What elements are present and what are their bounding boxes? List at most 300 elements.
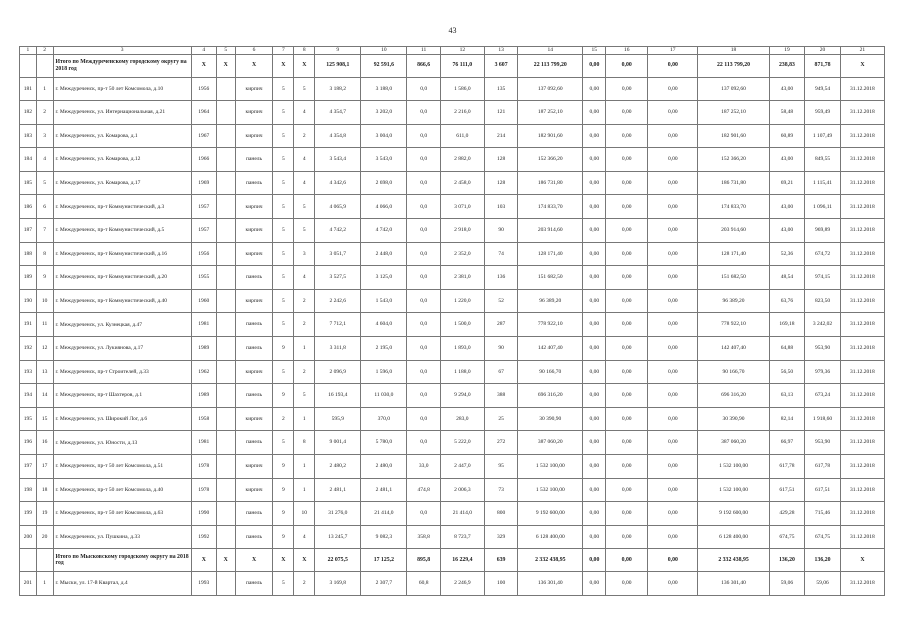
table-cell: 4 [294,266,315,290]
table-cell: 3 [36,124,53,148]
table-cell: 31.12.2018 [840,124,884,148]
table-cell: 0,00 [648,572,698,596]
table-cell: 152 366,20 [698,148,769,172]
table-cell: 2 [273,407,294,431]
table-cell: 19 [36,502,53,526]
table-cell: 617,78 [805,455,841,479]
table-cell: 617,51 [769,478,805,502]
table-cell: 2 698,0 [361,171,407,195]
table-cell: 2 195,0 [361,337,407,361]
table-cell: 2 242,6 [315,289,361,313]
table-cell: 31.12.2018 [840,195,884,219]
table-cell: 0,0 [407,219,441,243]
table-cell: 0,00 [648,407,698,431]
table-cell: 0,00 [606,313,648,337]
table-cell: 2 481,1 [361,478,407,502]
table-cell: 196 [20,431,37,455]
table-cell: 74 [484,242,518,266]
table-cell: 871,78 [805,54,841,77]
table-cell: 0,00 [648,549,698,572]
table-cell: 11 030,0 [361,384,407,408]
table-cell: 4 [294,171,315,195]
table-cell: 3 543,4 [315,148,361,172]
table-cell: 3 527,5 [315,266,361,290]
table-cell: X [294,549,315,572]
table-cell: панель [235,313,273,337]
table-cell: 0,0 [407,195,441,219]
address-cell: г. Междуреченск, ул. Комарова, д.17 [53,171,191,195]
table-cell: X [216,54,235,77]
table-cell [216,195,235,219]
table-cell: 31.12.2018 [840,431,884,455]
table-cell: 137 092,60 [698,77,769,101]
address-cell: г. Междуреченск, пр-т 50 лет Комсомола, д.10 [53,77,191,101]
table-cell: 0,00 [648,289,698,313]
total-label: Итого по Мысковскому городскому округу на 2018 год [53,549,191,572]
table-cell: 8 [294,431,315,455]
table-cell [216,572,235,596]
table-cell: 52 [484,289,518,313]
table-cell: 96 389,20 [518,289,583,313]
address-cell: г. Междуреченск, ул. Интернациональная, д.21 [53,101,191,125]
table-row [20,313,885,337]
table-cell: 0,0 [407,431,441,455]
table-cell: 0,00 [648,124,698,148]
table-cell [216,384,235,408]
table-cell [216,525,235,549]
table-cell: 189 [20,266,37,290]
table-cell: 0,00 [583,54,606,77]
table-cell: 2 481,1 [315,478,361,502]
table-cell: 10 [294,502,315,526]
table-cell: кирпич [235,195,273,219]
table-cell: X [235,549,273,572]
table-cell: 0,0 [407,502,441,526]
table-cell: 1 188,0 [440,360,484,384]
table-cell: 31.12.2018 [840,266,884,290]
table-cell: 0,00 [583,266,606,290]
table-cell: 0,00 [648,502,698,526]
table-cell: 200 [20,525,37,549]
table-cell: 6 [36,195,53,219]
table-cell: 73 [484,478,518,502]
table-cell: 0,00 [606,525,648,549]
table-cell: 0,00 [606,455,648,479]
table-cell: 2 352,0 [440,242,484,266]
column-header: 12 [440,47,484,55]
table-cell: 0,00 [606,195,648,219]
table-cell [216,148,235,172]
table-cell: 9 [273,384,294,408]
table-cell: 5 [273,124,294,148]
table-cell: 17 [36,455,53,479]
table-cell [36,549,53,572]
table-cell: 5 [273,101,294,125]
table-cell: 1960 [191,289,216,313]
table-cell: 0,00 [648,360,698,384]
table-cell: 1955 [191,266,216,290]
table-cell: 203 914,60 [698,219,769,243]
table-cell: 1962 [191,360,216,384]
table-cell: 5 [273,195,294,219]
table-cell: 8 [36,242,53,266]
table-cell: 0,00 [606,572,648,596]
table-cell: 3 607 [484,54,518,77]
table-cell: 5 [273,242,294,266]
table-cell: 0,00 [583,384,606,408]
table-cell [216,77,235,101]
table-cell: 2 [294,572,315,596]
table-cell: 7 712,1 [315,313,361,337]
table-cell: 358,8 [407,525,441,549]
table-cell: 1 [294,337,315,361]
table-cell: 9 [273,525,294,549]
table-cell: 0,0 [407,337,441,361]
table-cell: 0,00 [606,337,648,361]
table-row [20,242,885,266]
table-cell: 197 [20,455,37,479]
table-cell: 0,00 [648,171,698,195]
table-cell: панель [235,337,273,361]
table-cell: 5 [294,384,315,408]
table-cell: 43,00 [769,148,805,172]
address-cell: г. Междуреченск, пр-т 50 лет Комсомола, д.63 [53,502,191,526]
table-cell: 76 111,0 [440,54,484,77]
table-cell: 1 586,0 [440,77,484,101]
table-cell: 0,0 [407,148,441,172]
table-cell: 4 354,8 [315,124,361,148]
column-header: 15 [583,47,606,55]
table-cell: 1957 [191,195,216,219]
table-cell: 169,18 [769,313,805,337]
table-cell: 1978 [191,478,216,502]
column-header: 4 [191,47,216,55]
table-cell: 0,00 [583,148,606,172]
table-cell: 2 [36,101,53,125]
table-row [20,407,885,431]
table-cell: 2 [294,313,315,337]
table-cell: 0,00 [583,502,606,526]
table-cell: 186 731,80 [518,171,583,195]
table-cell: 4 [294,525,315,549]
table-cell: 0,00 [606,242,648,266]
table-cell: 639 [484,549,518,572]
table-cell: 193 [20,360,37,384]
table-cell: 0,00 [583,101,606,125]
table-cell: 1 [36,77,53,101]
table-cell: X [191,54,216,77]
table-cell: 1 [294,478,315,502]
table-cell: 1956 [191,242,216,266]
table-cell: 63,13 [769,384,805,408]
table-cell: 2 458,0 [440,171,484,195]
table-cell: 64,88 [769,337,805,361]
table-row [20,171,885,195]
address-cell: г. Междуреченск, пр-т Строителей, д.33 [53,360,191,384]
table-cell: 611,0 [440,124,484,148]
table-cell: 0,00 [583,549,606,572]
table-cell: 128 171,40 [518,242,583,266]
table-cell: 0,00 [606,101,648,125]
table-cell: 949,54 [805,77,841,101]
table-cell [216,407,235,431]
table-cell: 95 [484,455,518,479]
table-cell: 388 [484,384,518,408]
table-row [20,289,885,313]
table-cell: 5 [273,148,294,172]
table-cell: 31.12.2018 [840,171,884,195]
table-cell: 121 [484,101,518,125]
table-cell: 1 532 100,00 [698,478,769,502]
table-cell: 9 [273,502,294,526]
table-cell [216,219,235,243]
table-cell: 5 222,0 [440,431,484,455]
table-cell: 387 060,20 [698,431,769,455]
table-cell: 182 901,60 [518,124,583,148]
table-cell: 187 [20,219,37,243]
table-row [20,525,885,549]
table-cell: 63,76 [769,289,805,313]
table-cell: 136,20 [769,549,805,572]
table-cell: 20 [36,525,53,549]
table-cell: 3 202,0 [361,101,407,125]
table-cell: 90 166,70 [698,360,769,384]
table-cell: 0,00 [583,525,606,549]
table-cell: 59,06 [769,572,805,596]
table-cell: 0,00 [583,337,606,361]
table-cell [216,337,235,361]
table-cell: 974,15 [805,266,841,290]
table-row [20,384,885,408]
table-cell: 0,00 [606,431,648,455]
address-cell: г. Мыски, ул. 17-й Квартал, д.4 [53,572,191,596]
table-cell: 0,00 [648,242,698,266]
table-cell: 0,00 [648,478,698,502]
table-cell: 0,00 [648,384,698,408]
table-cell: 152 366,20 [518,148,583,172]
table-cell: 4 742,2 [315,219,361,243]
table-cell: 183 [20,124,37,148]
address-cell: г. Междуреченск, пр-т Коммунистический, д.5 [53,219,191,243]
table-cell: 778 922,10 [518,313,583,337]
table-cell: 96 389,20 [698,289,769,313]
table-cell: 823,50 [805,289,841,313]
table-cell: 1 [294,455,315,479]
total-label: Итого по Междуреченскому городскому округу на 2018 год [53,54,191,77]
table-cell: 192 [20,337,37,361]
address-cell: г. Междуреченск, пр-т Коммунистический, д.3 [53,195,191,219]
table-cell: 0,0 [407,124,441,148]
table-cell: 182 [20,101,37,125]
address-cell: г. Междуреченск, ул. Комарова, д.1 [53,124,191,148]
column-header: 10 [361,47,407,55]
table-cell: 142 407,40 [518,337,583,361]
table-cell: 0,0 [407,289,441,313]
column-number-row [20,47,885,55]
table-cell: 1 893,0 [440,337,484,361]
address-cell: г. Междуреченск, ул. Пушкина, д.33 [53,525,191,549]
table-cell: 43,00 [769,219,805,243]
table-cell: 5 [273,219,294,243]
table-cell: 60,89 [769,124,805,148]
table-cell: 14 [36,384,53,408]
table-cell [216,242,235,266]
column-header: 8 [294,47,315,55]
table-cell: 190 [20,289,37,313]
table-cell: 31.12.2018 [840,289,884,313]
table-cell: 92 591,6 [361,54,407,77]
table-cell: 33,0 [407,455,441,479]
table-cell: 0,00 [583,313,606,337]
table-cell: 674,72 [805,242,841,266]
table-cell: 2 332 438,95 [698,549,769,572]
table-cell: 370,0 [361,407,407,431]
table-row [20,431,885,455]
table-cell: 2 381,0 [440,266,484,290]
table-cell: кирпич [235,219,273,243]
table-cell: 18 [36,478,53,502]
table-cell [216,360,235,384]
table-cell: 214 [484,124,518,148]
table-cell: 21 414,0 [440,502,484,526]
table-cell: 0,0 [407,313,441,337]
table-cell: 979,36 [805,360,841,384]
table-cell: 0,0 [407,360,441,384]
table-cell: 31.12.2018 [840,313,884,337]
table-cell: панель [235,171,273,195]
table-cell: 3 543,0 [361,148,407,172]
table-cell: 0,00 [606,54,648,77]
table-cell [216,101,235,125]
table-cell: 31.12.2018 [840,337,884,361]
table-cell: 0,00 [583,289,606,313]
table-cell: 2 332 438,95 [518,549,583,572]
table-cell: 3 125,0 [361,266,407,290]
table-cell: 4 065,9 [315,195,361,219]
table-cell: 0,00 [606,384,648,408]
table-cell: 0,00 [648,455,698,479]
table-cell: 5 [273,171,294,195]
table-cell: 43,00 [769,77,805,101]
table-cell: 5 [273,360,294,384]
table-cell [216,455,235,479]
address-cell: г. Междуреченск, ул. Юности, д.13 [53,431,191,455]
table-cell: 0,00 [648,337,698,361]
table-row [20,337,885,361]
table-cell: 136 301,40 [698,572,769,596]
address-cell: г. Междуреченск, пр-т Коммунистический, д.40 [53,289,191,313]
table-cell: 5 [273,77,294,101]
table-cell: 1 918,60 [805,407,841,431]
table-cell: панель [235,384,273,408]
table-cell [216,171,235,195]
table-cell: 125 908,1 [315,54,361,77]
table-cell [216,266,235,290]
table-cell: 0,00 [583,407,606,431]
table-cell: 3 242,02 [805,313,841,337]
table-cell: 1 096,11 [805,195,841,219]
table-cell: 15 [36,407,53,431]
table-cell: 3 051,7 [315,242,361,266]
table-cell: 4 604,0 [361,313,407,337]
table-cell: 66,97 [769,431,805,455]
table-cell: 0,00 [606,148,648,172]
table-cell: 8 723,7 [440,525,484,549]
table-cell: 617,51 [805,478,841,502]
column-header: 20 [805,47,841,55]
table-cell: 0,0 [407,101,441,125]
table-cell: 715,46 [805,502,841,526]
table-cell: 1 220,0 [440,289,484,313]
table-cell: 187 252,10 [698,101,769,125]
table-cell: 0,00 [648,195,698,219]
table-cell [216,478,235,502]
table-cell: 0,00 [583,219,606,243]
table-cell: 3 311,8 [315,337,361,361]
table-cell: 30 390,90 [518,407,583,431]
column-header: 11 [407,47,441,55]
table-cell: 2 006,3 [440,478,484,502]
table-cell: 0,00 [606,266,648,290]
table-cell: X [235,54,273,77]
table-cell: 82,14 [769,407,805,431]
table-cell: 151 682,50 [518,266,583,290]
table-cell: панель [235,148,273,172]
table-cell: 1 543,0 [361,289,407,313]
table-cell: 0,00 [606,502,648,526]
table-cell: 7 [36,219,53,243]
table-cell: 0,00 [648,101,698,125]
table-cell: 800 [484,502,518,526]
table-cell: 16 193,4 [315,384,361,408]
table-cell: 0,00 [648,54,698,77]
table-cell: 9 294,0 [440,384,484,408]
column-header: 2 [36,47,53,55]
table-cell: 3 071,0 [440,195,484,219]
table-cell: 0,00 [583,77,606,101]
address-cell: г. Междуреченск, ул. Кузнецкая, д.47 [53,313,191,337]
column-header: 3 [53,47,191,55]
table-cell: 5 780,0 [361,431,407,455]
table-cell: 1981 [191,313,216,337]
table-cell: 2 882,0 [440,148,484,172]
table-cell: 31.12.2018 [840,148,884,172]
table-cell: 3 188,0 [361,77,407,101]
table-cell: 9 192 600,00 [698,502,769,526]
table-cell: 59,06 [805,572,841,596]
table-cell: панель [235,502,273,526]
column-header: 17 [648,47,698,55]
table-cell: 1969 [191,171,216,195]
table-cell: 103 [484,195,518,219]
table-cell: 3 004,0 [361,124,407,148]
table-cell: 1 [36,572,53,596]
table-cell: 1989 [191,384,216,408]
table-cell: кирпич [235,124,273,148]
table-cell: 43,00 [769,195,805,219]
table-cell: 21 414,0 [361,502,407,526]
table-cell: 2 918,0 [440,219,484,243]
table-cell: 13 245,7 [315,525,361,549]
table-cell: кирпич [235,360,273,384]
table-cell: 0,00 [583,360,606,384]
table-cell: 0,0 [407,77,441,101]
table-cell: 0,00 [583,455,606,479]
table-cell: 5 [273,289,294,313]
table-row [20,219,885,243]
table-cell: панель [235,431,273,455]
address-cell: г. Междуреченск, ул. Комарова, д.12 [53,148,191,172]
